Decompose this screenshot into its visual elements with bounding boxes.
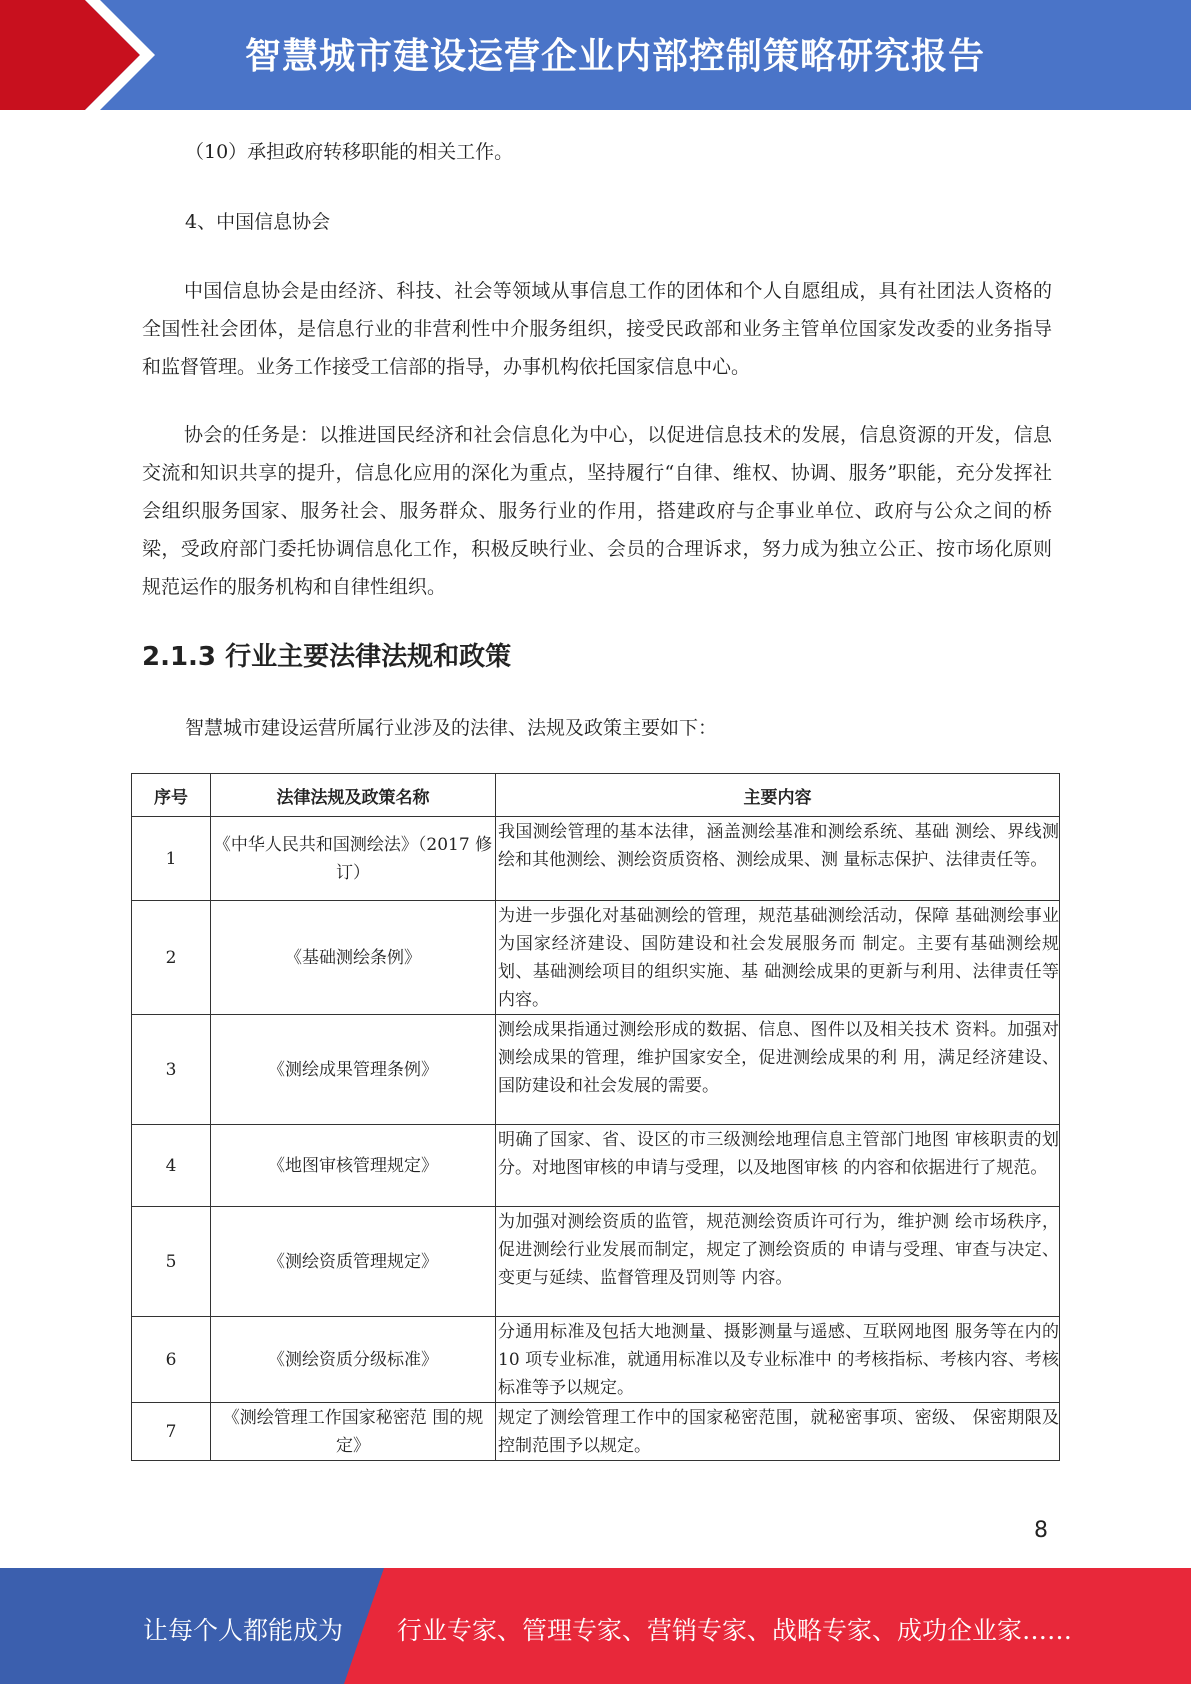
row-seq: 1 — [132, 817, 211, 901]
header-seq: 序号 — [132, 774, 211, 817]
paragraph-association-tasks: 协会的任务是：以推进国民经济和社会信息化为中心，以促进信息技术的发展，信息资源的开发，信息交流和知识共享的提升，信息化应用的深化为重点，坚持履行“自律、维权、协调、服务”职能，充分发挥社会组织服务国家、服务社会、服务群众、服务行业的作用，搭建政府与企事业单位、政府与公众之间的桥梁，受政府部门委托协调信息化工作，积极反映行业、会员的合理诉求，努力成为独立公正、按市场化原则规范运作的服务机构和自律性组织。 — [142, 424, 1052, 598]
row-name: 《测绘资质分级标准》 — [211, 1317, 496, 1403]
row-seq: 3 — [132, 1015, 211, 1125]
section-heading: 2.1.3 行业主要法律法规和政策 — [142, 642, 512, 672]
table-row — [132, 901, 1060, 1015]
header-banner — [0, 0, 1191, 110]
row-content: 为加强对测绘资质的监管，规范测绘资质许可行为，维护测 绘市场秩序，促进测绘行业发展而制定，规定了测绘资质的 申请与受理、审查与决定、变更与延续、监督管理及罚则等 内容。 — [496, 1207, 1060, 1317]
table-row — [132, 1015, 1060, 1125]
footer-slogan-left: 让每个人都能成为 — [143, 1616, 344, 1645]
paragraph-association-intro: 中国信息协会是由经济、科技、社会等领域从事信息工作的团体和个人自愿组成，具有社团法人资格的全国性社会团体，是信息行业的非营利性中介服务组织，接受民政部和业务主管单位国家发改委的业务指导和监督管理。业务工作接受工信部的指导，办事机构依托国家信息中心。 — [142, 280, 1052, 378]
row-content: 分通用标准及包括大地测量、摄影测量与遥感、互联网地图 服务等在内的 10 项专业标准，就通用标准以及专业标准中 的考核指标、考核内容、考核标准等予以规定。 — [496, 1317, 1060, 1403]
table-header-row — [132, 774, 1060, 817]
page-number: 8 — [1034, 1518, 1048, 1543]
header-arrow-decoration — [0, 0, 160, 110]
table-intro-text: 智慧城市建设运营所属行业涉及的法律、法规及政策主要如下： — [185, 717, 718, 739]
row-content: 规定了测绘管理工作中的国家秘密范围，就秘密事项、密级、 保密期限及控制范围予以规定。 — [496, 1403, 1060, 1461]
row-content: 测绘成果指通过测绘形成的数据、信息、图件以及相关技术 资料。加强对测绘成果的管理，维护国家安全，促进测绘成果的利 用，满足经济建设、国防建设和社会发展的需要。 — [496, 1015, 1060, 1125]
footer-slogan-right: 行业专家、管理专家、营销专家、战略专家、成功企业家…… — [397, 1616, 1073, 1645]
row-content: 明确了国家、省、设区的市三级测绘地理信息主管部门地图 审核职责的划分。对地图审核的申请与受理，以及地图审核 的内容和依据进行了规范。 — [496, 1125, 1060, 1207]
row-seq: 4 — [132, 1125, 211, 1207]
row-seq: 6 — [132, 1317, 211, 1403]
footer-banner — [0, 1568, 1191, 1684]
row-seq: 5 — [132, 1207, 211, 1317]
row-name: 《测绘管理工作国家秘密范 围的规定》 — [211, 1403, 496, 1461]
row-seq: 2 — [132, 901, 211, 1015]
header-content: 主要内容 — [496, 774, 1060, 817]
header-name: 法律法规及政策名称 — [211, 774, 496, 817]
laws-table — [131, 773, 1060, 1461]
report-title: 智慧城市建设运营企业内部控制策略研究报告 — [245, 36, 986, 77]
row-content: 为进一步强化对基础测绘的管理，规范基础测绘活动，保障 基础测绘事业为国家经济建设、国防建设和社会发展服务而 制定。主要有基础测绘规划、基础测绘项目的组织实施、基 础测绘成果的更新与利用、法律责任等内容。 — [496, 901, 1060, 1015]
row-name: 《基础测绘条例》 — [211, 901, 496, 1015]
table-row — [132, 1207, 1060, 1317]
list-item-10: （10）承担政府转移职能的相关工作。 — [185, 141, 514, 163]
row-content: 我国测绘管理的基本法律，涵盖测绘基准和测绘系统、基础 测绘、界线测绘和其他测绘、测绘资质资格、测绘成果、测 量标志保护、法律责任等。 — [496, 817, 1060, 901]
row-name: 《地图审核管理规定》 — [211, 1125, 496, 1207]
row-name: 《测绘成果管理条例》 — [211, 1015, 496, 1125]
subsection-heading-china-info-association: 4、中国信息协会 — [185, 211, 331, 233]
table-row — [132, 1125, 1060, 1207]
table-row — [132, 1403, 1060, 1461]
row-seq: 7 — [132, 1403, 211, 1461]
row-name: 《测绘资质管理规定》 — [211, 1207, 496, 1317]
table-row — [132, 817, 1060, 901]
table-row — [132, 1317, 1060, 1403]
row-name: 《中华人民共和国测绘法》（2017 修订） — [211, 817, 496, 901]
